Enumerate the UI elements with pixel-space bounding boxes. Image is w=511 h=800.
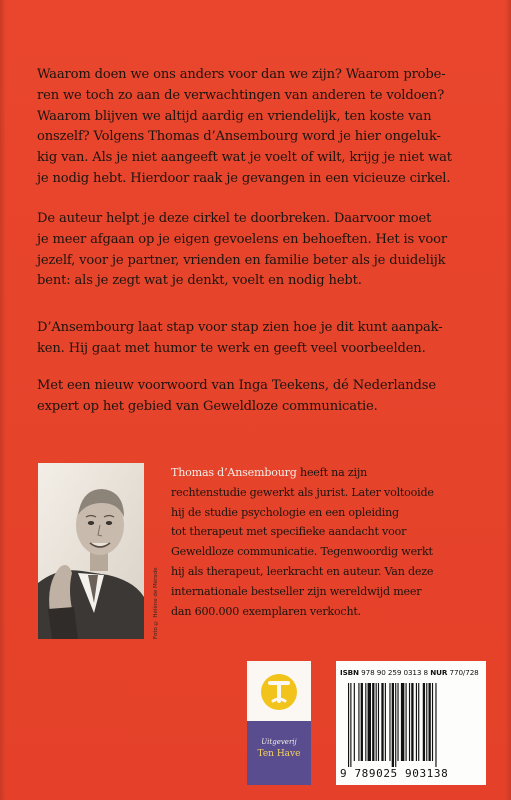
bio-line: internationale bestseller zijn wereldwijd meer	[171, 584, 422, 598]
text-line: Waarom doen we ons anders voor dan we zijn? Waarom probe-	[37, 67, 446, 82]
ten-have-logo-icon	[247, 661, 311, 721]
barcode-bar	[358, 683, 359, 761]
barcode-bar	[350, 683, 351, 767]
barcode-bar	[397, 683, 398, 761]
barcode-bar	[354, 683, 355, 761]
text-line: onszelf? Volgens Thomas d’Ansembourg word je hier ongeluk-	[37, 129, 441, 145]
cover-right-edge	[505, 0, 511, 800]
barcode-bar	[361, 683, 363, 761]
bio-first-line	[171, 463, 491, 483]
author-bio	[171, 463, 491, 621]
barcode-bar	[416, 683, 417, 761]
author-name: Thomas d’Ansembourg	[171, 466, 297, 479]
nur-value: 770/728	[449, 668, 479, 677]
barcode-bar	[385, 683, 386, 761]
bio-line: rechtenstudie gewerkt als jurist. Later voltooide	[171, 485, 434, 499]
text-line: Waarom blijven we altijd aardig en vriendelijk, ten koste van	[37, 108, 432, 124]
publisher-name-block	[247, 721, 311, 785]
text-line: jezelf, voor je partner, vrienden en familie beter als je duidelijk	[37, 252, 446, 268]
barcode-bar	[435, 683, 436, 767]
text-line: kig van. Als je niet aangeeft wat je voelt of wilt, krijg je niet wat	[37, 150, 452, 166]
barcode-bar	[368, 683, 371, 761]
barcode-bar	[432, 683, 433, 761]
barcode-bar	[406, 683, 407, 761]
barcode-bar	[395, 683, 396, 767]
text-line: D’Ansembourg laat stap voor stap zien hoe je dit kunt aanpak-	[37, 320, 443, 335]
barcode-bar	[401, 683, 404, 761]
text-line: je meer afgaan op je eigen gevoelens en behoeften. Het is voor	[37, 231, 447, 247]
text-line: bent: als je zegt wat je denkt, voelt en nodig hebt.	[37, 273, 362, 289]
blurb-paragraph-4	[37, 376, 477, 418]
bio-line: hij als therapeut, leerkracht en auteur. Van deze	[171, 564, 434, 578]
text-line: ren we toch zo aan de verwachtingen van anderen te voldoen?	[37, 87, 445, 103]
bio-line: Geweldloze communicatie. Tegenwoordig werkt	[171, 545, 433, 559]
barcode-bar	[348, 683, 349, 767]
barcode-bar	[409, 683, 410, 761]
barcode-bar	[381, 683, 383, 761]
barcode-bar	[418, 683, 419, 761]
author-photo	[38, 463, 144, 639]
publisher-line-2: Ten Have	[257, 749, 301, 759]
barcode-bar	[365, 683, 366, 761]
publisher-logo	[247, 661, 311, 785]
barcode-box	[336, 661, 486, 785]
text-line: Met een nieuw voorwoord van Inga Teekens, dé Nederlandse	[37, 378, 436, 393]
barcode-bar	[392, 683, 394, 767]
barcode-bar	[389, 683, 390, 761]
barcode-bar	[372, 683, 374, 761]
barcode-bar	[411, 683, 413, 761]
isbn-line	[340, 668, 479, 677]
nur-label: NUR	[430, 668, 448, 677]
isbn-label: ISBN	[340, 668, 359, 677]
blurb-paragraph-3	[37, 318, 477, 360]
barcode-bar	[378, 683, 379, 761]
barcode-icon	[348, 683, 474, 767]
barcode-bar	[429, 683, 431, 761]
bio-line: dan 600.000 exemplaren verkocht.	[171, 604, 361, 618]
text-line: De auteur helpt je deze cirkel te doorbreken. Daarvoor moet	[37, 211, 432, 226]
barcode-bar	[376, 683, 377, 761]
photo-credit: Foto © Hélène de Mérode	[153, 567, 159, 639]
blurb-paragraph-2	[37, 209, 477, 292]
barcode-bar	[423, 683, 425, 761]
isbn-value: 978 90 259 0313 8	[361, 668, 429, 677]
barcode-digits: 9 789025 903138	[340, 767, 449, 780]
text-line: je nodig hebt. Hierdoor raak je gevangen in een vicieuze cirkel.	[37, 170, 451, 186]
bio-text: heeft na zijn	[296, 466, 368, 479]
bio-line: hij de studie psychologie en een opleiding	[171, 505, 399, 519]
text-line: expert op het gebied van Geweldloze communicatie.	[37, 398, 378, 414]
text-line: ken. Hij gaat met humor te werk en geeft veel voorbeelden.	[37, 340, 426, 356]
blurb-paragraph-1	[37, 65, 477, 190]
bio-line: tot therapeut met specifieke aandacht voor	[171, 525, 407, 539]
barcode-bar	[426, 683, 427, 761]
cover-left-edge	[0, 0, 6, 800]
publisher-line-1: Uitgeverij	[261, 738, 297, 746]
